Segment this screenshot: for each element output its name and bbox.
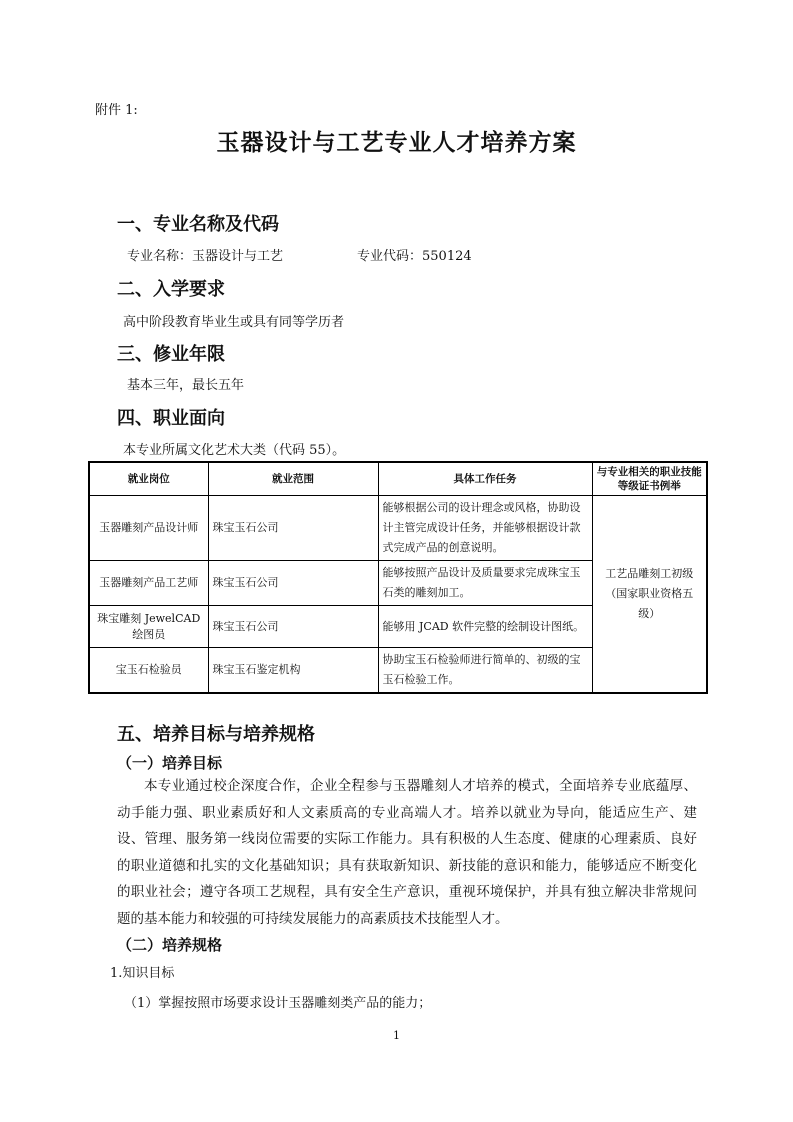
task-cell: 能够根据公司的设计理念或风格，协助设计主管完成设计任务，并能够根据设计款式完成产品的创意说明。 xyxy=(378,496,592,561)
scope-cell: 珠宝玉石鉴定机构 xyxy=(208,648,378,694)
attachment-label: 附件 1: xyxy=(95,103,138,118)
major-code: 专业代码：550124 xyxy=(357,249,472,264)
duration-text: 基本三年，最长五年 xyxy=(127,378,245,393)
scope-cell: 珠宝玉石公司 xyxy=(208,561,378,606)
post-cell: 玉器雕刻产品设计师 xyxy=(89,496,208,561)
post-cell: 玉器雕刻产品工艺师 xyxy=(89,561,208,606)
task-cell: 能够用 JCAD 软件完整的绘制设计图纸。 xyxy=(378,606,592,648)
major-name: 专业名称：玉器设计与工艺 xyxy=(127,249,284,264)
section-3-heading: 三、修业年限 xyxy=(117,344,225,365)
header-scope: 就业范围 xyxy=(208,462,378,496)
admission-text: 高中阶段教育毕业生或具有同等学历者 xyxy=(123,315,345,330)
knowledge-item-1: （1）掌握按照市场要求设计玉器雕刻类产品的能力； xyxy=(124,996,432,1011)
subsection-spec-heading: （二）培养规格 xyxy=(117,936,223,954)
goal-paragraph: 本专业通过校企深度合作，企业全程参与玉器雕刻人才培养的模式，全面培养专业底蕴厚、动手能力强、职业素质好和人文素质高的专业高端人才。培养以就业为导向，能适应生产、建设、管理、服务第一线岗位需要的实际工作能力。具有积极的人生态度、健康的心理素质、良好的职业道德和扎实的文化基础知识；具有获取新知识、新技能的意识和能力，能够适应不断变化的职业社会；遵守各项工艺规程，具有安全生产意识，重视环境保护，并具有独立解决非常规问题的基本能力和较强的可持续发展能力的高素质技术技能型人才。 xyxy=(117,778,697,927)
section-5-heading: 五、培养目标与培养规格 xyxy=(117,724,315,745)
scope-cell: 珠宝玉石公司 xyxy=(208,496,378,561)
table-row xyxy=(89,496,707,561)
section-2-heading: 二、入学要求 xyxy=(117,279,225,300)
post-cell: 宝玉石检验员 xyxy=(89,648,208,694)
table-header-row xyxy=(89,462,707,496)
subsection-goal-heading: （一）培养目标 xyxy=(117,754,223,772)
section-1-heading: 一、专业名称及代码 xyxy=(117,214,279,235)
header-certificate: 与专业相关的职业技能等级证书例举 xyxy=(592,462,707,496)
header-task: 具体工作任务 xyxy=(378,462,592,496)
scope-cell: 珠宝玉石公司 xyxy=(208,606,378,648)
task-cell: 协助宝玉石检验师进行简单的、初级的宝玉石检验工作。 xyxy=(378,648,592,694)
section-4-heading: 四、职业面向 xyxy=(117,408,225,429)
page-title: 玉器设计与工艺专业人才培养方案 xyxy=(216,130,577,156)
category-intro: 本专业所属文化艺术大类（代码 55）。 xyxy=(123,443,346,458)
task-cell: 能够按照产品设计及质量要求完成珠宝玉石类的雕刻加工。 xyxy=(378,561,592,606)
certificate-cell: 工艺品雕刻工初级（国家职业资格五级） xyxy=(592,496,707,694)
page-number: 1 xyxy=(393,1029,400,1042)
knowledge-goal-label: 1.知识目标 xyxy=(110,966,175,981)
header-post: 就业岗位 xyxy=(89,462,208,496)
career-table xyxy=(88,461,708,694)
post-cell: 珠宝雕刻 JewelCAD 绘图员 xyxy=(89,606,208,648)
